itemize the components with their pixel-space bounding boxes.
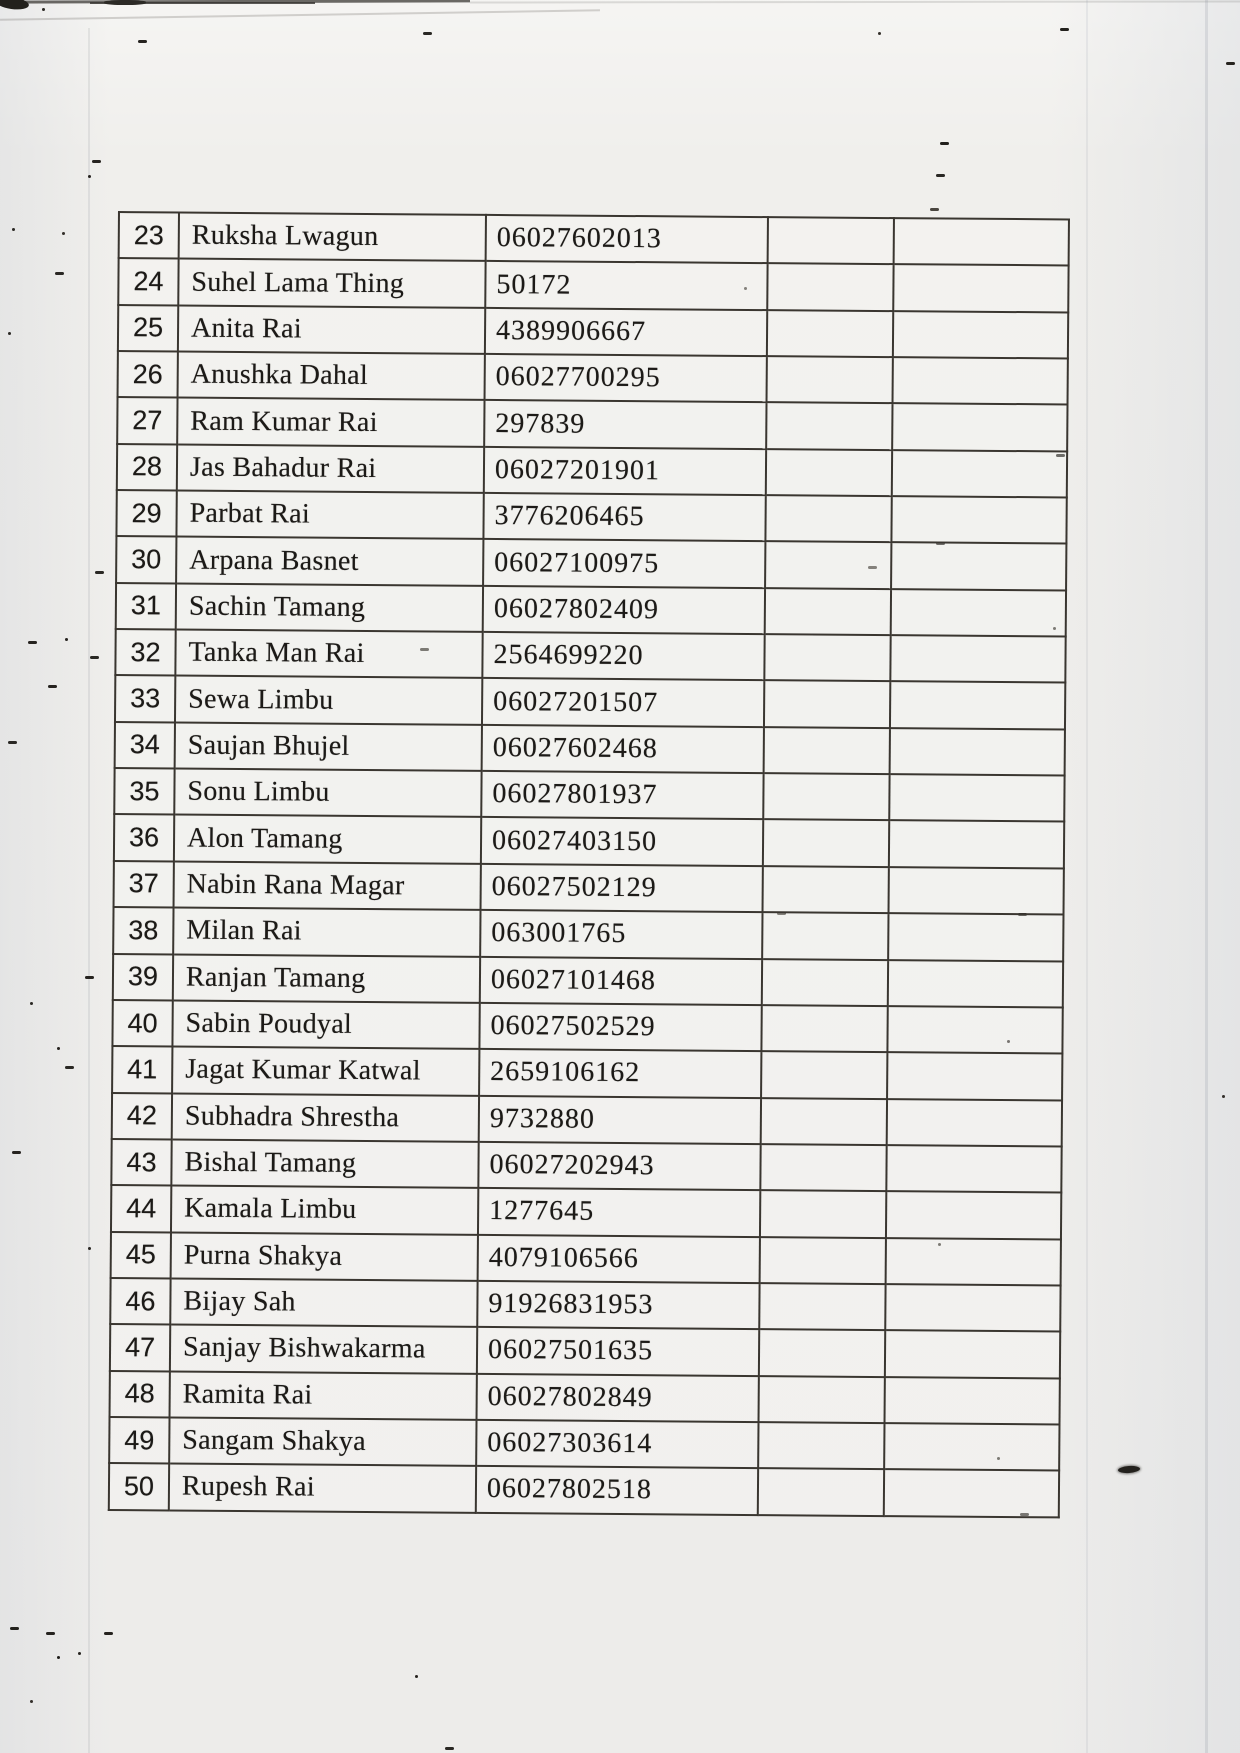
- serial-number-cell: 37: [114, 861, 174, 908]
- name-cell: Arpana Basnet: [176, 537, 483, 586]
- serial-number-cell: 35: [114, 768, 174, 815]
- blank-cell-2: [886, 1191, 1061, 1239]
- blank-cell-1: [765, 588, 891, 635]
- table-row: [112, 1046, 1062, 1100]
- table-row: [109, 1463, 1059, 1517]
- name-cell: Alon Tamang: [174, 815, 481, 864]
- blank-cell-1: [765, 495, 891, 542]
- blank-cell-1: [763, 866, 889, 913]
- blank-cell-1: [760, 1144, 886, 1191]
- ink-blot: [1118, 1465, 1140, 1474]
- id-number-cell: 06027201901: [484, 447, 766, 496]
- blank-cell-1: [761, 1005, 887, 1052]
- serial-number-cell: 36: [114, 814, 174, 861]
- blank-cell-1: [761, 1051, 887, 1098]
- blank-cell-2: [892, 450, 1067, 498]
- blank-cell-2: [887, 1052, 1062, 1100]
- serial-number-cell: 45: [111, 1232, 171, 1279]
- name-cell: Tanka Man Rai: [175, 630, 482, 679]
- serial-number-cell: 28: [117, 444, 177, 491]
- table-row: [116, 583, 1066, 637]
- id-number-cell: 06027101468: [480, 956, 762, 1005]
- serial-number-cell: 48: [110, 1371, 170, 1418]
- serial-number-cell: 31: [116, 583, 176, 630]
- name-cell: Bijay Sah: [170, 1278, 477, 1327]
- blank-cell-2: [885, 1377, 1060, 1425]
- blank-cell-1: [761, 1098, 887, 1145]
- table-row: [111, 1185, 1061, 1239]
- id-number-cell: 297839: [484, 400, 766, 449]
- blank-cell-1: [764, 727, 890, 774]
- blank-cell-2: [887, 1006, 1062, 1054]
- blank-cell-1: [764, 634, 890, 681]
- name-cell: Kamala Limbu: [171, 1186, 478, 1235]
- paper-edge-shadow: [470, 0, 1240, 3]
- id-number-cell: 06027201507: [482, 678, 764, 727]
- name-cell: Jas Bahadur Rai: [177, 444, 484, 493]
- blank-cell-2: [889, 774, 1064, 822]
- blank-cell-2: [885, 1330, 1060, 1378]
- blank-cell-2: [892, 403, 1067, 451]
- blank-cell-2: [887, 1099, 1062, 1147]
- blank-cell-2: [889, 821, 1064, 869]
- name-cell: Parbat Rai: [176, 491, 483, 540]
- name-cell: Sachin Tamang: [176, 583, 483, 632]
- id-number-cell: 50172: [485, 261, 767, 310]
- fold-line: [88, 28, 90, 1753]
- id-number-cell: 06027602468: [482, 725, 764, 774]
- name-cell: Bishal Tamang: [171, 1139, 478, 1188]
- id-number-cell: 06027802409: [483, 586, 765, 635]
- paper-crease-line: [0, 9, 600, 20]
- name-cell: Anita Rai: [178, 305, 485, 354]
- roster-table: [108, 211, 1070, 1518]
- serial-number-cell: 25: [118, 305, 178, 352]
- serial-number-cell: 33: [115, 675, 175, 722]
- id-number-cell: 06027700295: [485, 354, 767, 403]
- blank-cell-2: [890, 728, 1065, 776]
- id-number-cell: 1277645: [478, 1188, 760, 1237]
- name-cell: Nabin Rana Magar: [174, 861, 481, 910]
- table-row: [115, 675, 1065, 729]
- blank-cell-2: [888, 913, 1063, 961]
- serial-number-cell: 46: [110, 1278, 170, 1325]
- serial-number-cell: 38: [113, 907, 173, 954]
- serial-number-cell: 39: [113, 953, 173, 1000]
- table-row: [113, 907, 1063, 961]
- table-row: [115, 629, 1065, 683]
- blank-cell-1: [762, 912, 888, 959]
- blank-cell-1: [760, 1190, 886, 1237]
- name-cell: Ramita Rai: [170, 1371, 477, 1420]
- blank-cell-2: [886, 1145, 1061, 1193]
- blank-cell-1: [766, 449, 892, 496]
- name-cell: Ranjan Tamang: [173, 954, 480, 1003]
- scanner-band: [1205, 0, 1208, 1753]
- serial-number-cell: 34: [115, 722, 175, 769]
- blank-cell-2: [885, 1284, 1060, 1332]
- table-row: [116, 490, 1066, 544]
- blank-cell-2: [893, 264, 1068, 312]
- id-number-cell: 4389906667: [485, 308, 767, 357]
- id-number-cell: 3776206465: [483, 493, 765, 542]
- blank-cell-1: [758, 1468, 884, 1515]
- blank-cell-1: [764, 681, 890, 728]
- id-number-cell: 06027502529: [479, 1003, 761, 1052]
- name-cell: Rupesh Rai: [169, 1464, 476, 1513]
- table-row: [110, 1324, 1060, 1378]
- blank-cell-1: [765, 542, 891, 589]
- serial-number-cell: 42: [112, 1093, 172, 1140]
- table-row: [117, 397, 1067, 451]
- blank-cell-1: [766, 402, 892, 449]
- table-row: [114, 861, 1064, 915]
- table-row: [111, 1232, 1061, 1286]
- id-number-cell: 06027801937: [481, 771, 763, 820]
- table-row: [112, 1000, 1062, 1054]
- id-number-cell: 06027501635: [477, 1327, 759, 1376]
- table-row: [118, 305, 1068, 359]
- roster-table-body: [109, 212, 1069, 1517]
- table-row: [113, 953, 1063, 1007]
- id-number-cell: 06027802518: [476, 1466, 758, 1515]
- table-row: [118, 258, 1068, 312]
- blank-cell-1: [763, 820, 889, 867]
- name-cell: Sangam Shakya: [169, 1417, 476, 1466]
- serial-number-cell: 30: [116, 536, 176, 583]
- table-row: [119, 212, 1069, 266]
- table-row: [114, 814, 1064, 868]
- blank-cell-1: [767, 310, 893, 357]
- table-row: [118, 351, 1068, 405]
- id-number-cell: 9732880: [479, 1095, 761, 1144]
- blank-cell-1: [759, 1376, 885, 1423]
- id-number-cell: 06027802849: [477, 1373, 759, 1422]
- serial-number-cell: 23: [119, 212, 179, 259]
- scanner-band: [1086, 0, 1088, 1753]
- torn-edge-artifact: [104, 0, 146, 5]
- blank-cell-2: [889, 867, 1064, 915]
- blank-cell-2: [894, 218, 1069, 266]
- name-cell: Sewa Limbu: [175, 676, 482, 725]
- serial-number-cell: 43: [111, 1139, 171, 1186]
- name-cell: Sabin Poudyal: [172, 1000, 479, 1049]
- blank-cell-1: [763, 773, 889, 820]
- name-cell: Sonu Limbu: [174, 769, 481, 818]
- table-row: [114, 768, 1064, 822]
- name-cell: Jagat Kumar Katwal: [172, 1047, 479, 1096]
- blank-cell-2: [890, 682, 1065, 730]
- scan-noise-dashes: [0, 0, 9, 3]
- blank-cell-1: [758, 1422, 884, 1469]
- name-cell: Purna Shakya: [171, 1232, 478, 1281]
- name-cell: Saujan Bhujel: [175, 722, 482, 771]
- name-cell: Anushka Dahal: [178, 352, 485, 401]
- serial-number-cell: 32: [115, 629, 175, 676]
- id-number-cell: 06027502129: [481, 864, 763, 913]
- id-number-cell: 4079106566: [478, 1234, 760, 1283]
- serial-number-cell: 27: [117, 397, 177, 444]
- serial-number-cell: 24: [118, 258, 178, 305]
- name-cell: Suhel Lama Thing: [178, 259, 485, 308]
- id-number-cell: 2564699220: [482, 632, 764, 681]
- id-number-cell: 06027100975: [483, 539, 765, 588]
- blank-cell-1: [767, 356, 893, 403]
- table-row: [112, 1093, 1062, 1147]
- table-row: [109, 1417, 1059, 1471]
- id-number-cell: 91926831953: [477, 1281, 759, 1330]
- blank-cell-2: [891, 496, 1066, 544]
- blank-cell-2: [890, 635, 1065, 683]
- id-number-cell: 06027202943: [478, 1142, 760, 1191]
- serial-number-cell: 40: [112, 1000, 172, 1047]
- id-number-cell: 06027602013: [486, 215, 768, 264]
- table-row: [117, 444, 1067, 498]
- blank-cell-1: [759, 1329, 885, 1376]
- blank-cell-2: [884, 1469, 1059, 1517]
- serial-number-cell: 29: [116, 490, 176, 537]
- serial-number-cell: 44: [111, 1185, 171, 1232]
- blank-cell-2: [884, 1423, 1059, 1471]
- table-row: [110, 1371, 1060, 1425]
- name-cell: Sanjay Bishwakarma: [170, 1325, 477, 1374]
- name-cell: Milan Rai: [173, 908, 480, 957]
- blank-cell-2: [893, 357, 1068, 405]
- name-cell: Ruksha Lwagun: [179, 212, 486, 261]
- table-row: [116, 536, 1066, 590]
- serial-number-cell: 50: [109, 1463, 169, 1510]
- id-number-cell: 2659106162: [479, 1049, 761, 1098]
- blank-cell-2: [891, 542, 1066, 590]
- blank-cell-2: [891, 589, 1066, 637]
- table-row: [110, 1278, 1060, 1332]
- id-number-cell: 063001765: [480, 910, 762, 959]
- serial-number-cell: 41: [112, 1046, 172, 1093]
- name-cell: Subhadra Shrestha: [172, 1093, 479, 1142]
- blank-cell-1: [767, 263, 893, 310]
- blank-cell-1: [762, 959, 888, 1006]
- blank-cell-1: [759, 1283, 885, 1330]
- blank-cell-2: [893, 311, 1068, 359]
- table-row: [111, 1139, 1061, 1193]
- name-cell: Ram Kumar Rai: [177, 398, 484, 447]
- table-row: [115, 722, 1065, 776]
- blank-cell-2: [888, 960, 1063, 1008]
- serial-number-cell: 49: [109, 1417, 169, 1464]
- serial-number-cell: 47: [110, 1324, 170, 1371]
- id-number-cell: 06027303614: [476, 1420, 758, 1469]
- serial-number-cell: 26: [118, 351, 178, 398]
- blank-cell-1: [768, 217, 894, 264]
- blank-cell-2: [886, 1238, 1061, 1286]
- id-number-cell: 06027403150: [481, 817, 763, 866]
- blank-cell-1: [760, 1237, 886, 1284]
